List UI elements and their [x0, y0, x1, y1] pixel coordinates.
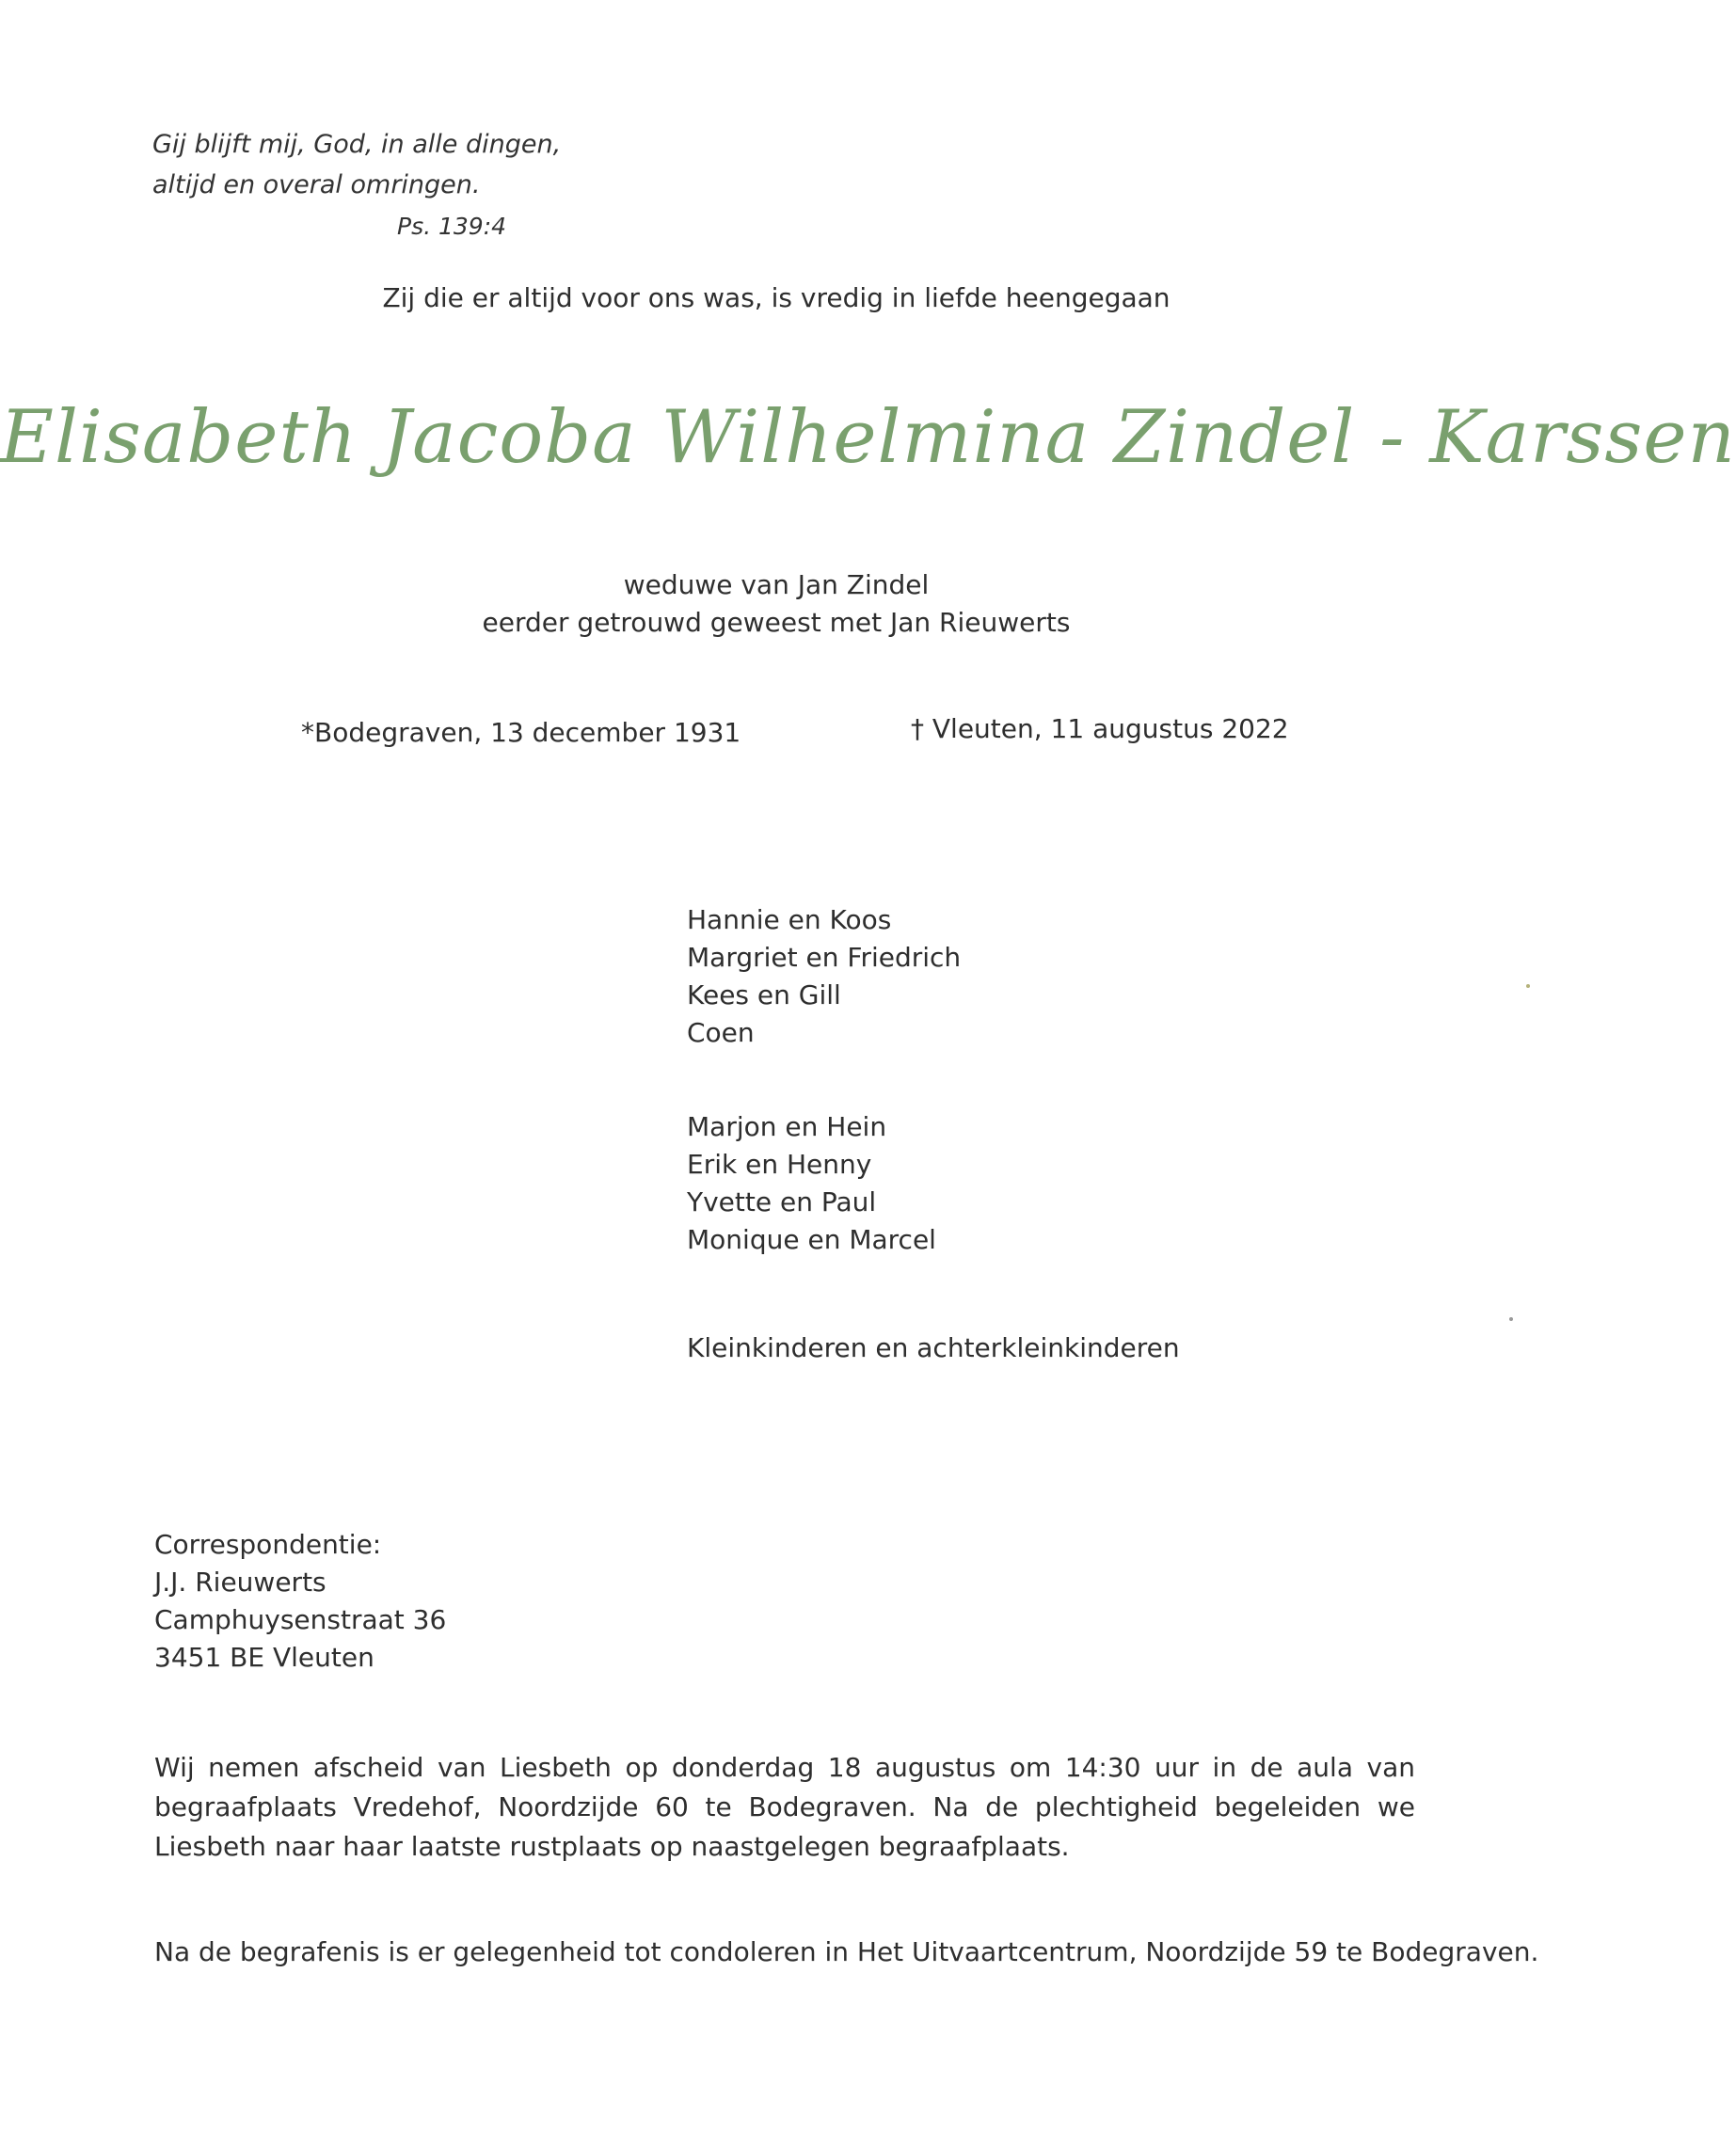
verse-reference: Ps. 139:4 — [397, 213, 507, 240]
family-group-stepchildren — [687, 1108, 936, 1259]
condolence-paragraph: Na de begrafenis is er gelegenheid tot condoleren in Het Uitvaartcentrum, Noordzijde 59 te Bodegraven. — [154, 1936, 1539, 1967]
family-member: Monique en Marcel — [687, 1224, 936, 1255]
correspondence-city: 3451 BE Vleuten — [154, 1642, 374, 1673]
family-member: Hannie en Koos — [687, 904, 892, 935]
intro-text: Zij die er altijd voor ons was, is vredig in liefde heengegaan — [382, 282, 1171, 313]
correspondence-label: Correspondentie: — [154, 1529, 382, 1560]
family-member: Coen — [687, 1017, 755, 1048]
farewell-paragraph: Wij nemen afscheid van Liesbeth op donderdag 18 augustus om 14:30 uur in de aula van begraafplaats Vredehof, Noordzijde 60 te Bodegraven. Na de plechtigheid begeleiden we Liesbeth naar haar laatste rustplaats op naastgelegen begraafplaats. — [154, 1752, 1415, 1862]
correspondence-street: Camphuysenstraat 36 — [154, 1604, 447, 1635]
birth-date: *Bodegraven, 13 december 1931 — [301, 717, 741, 748]
scan-speck — [1526, 984, 1530, 988]
deceased-name: Elisabeth Jacoba Wilhelmina Zindel - Karssen — [0, 395, 1736, 480]
death-date: † Vleuten, 11 augustus 2022 — [911, 713, 1289, 744]
family-member: Margriet en Friedrich — [687, 942, 962, 973]
verse-line-1: Gij blijft mij, God, in alle dingen, — [152, 130, 562, 159]
correspondence-name: J.J. Rieuwerts — [154, 1567, 326, 1598]
relation-line-2: eerder getrouwd geweest met Jan Rieuwerts — [482, 607, 1071, 638]
relations — [0, 566, 1553, 642]
family-grandchildren: Kleinkinderen en achterkleinkinderen — [687, 1332, 1180, 1363]
scan-speck — [1509, 1317, 1513, 1321]
family-group-children — [687, 901, 961, 1052]
family-member: Yvette en Paul — [687, 1186, 877, 1217]
correspondence-block — [154, 1526, 446, 1677]
verse-line-2: altijd en overal omringen. — [152, 170, 481, 199]
relation-line-1: weduwe van Jan Zindel — [623, 569, 930, 600]
verse-quote — [152, 124, 561, 205]
family-member: Kees en Gill — [687, 979, 841, 1010]
family-member: Marjon en Hein — [687, 1111, 887, 1142]
family-member: Erik en Henny — [687, 1149, 872, 1180]
